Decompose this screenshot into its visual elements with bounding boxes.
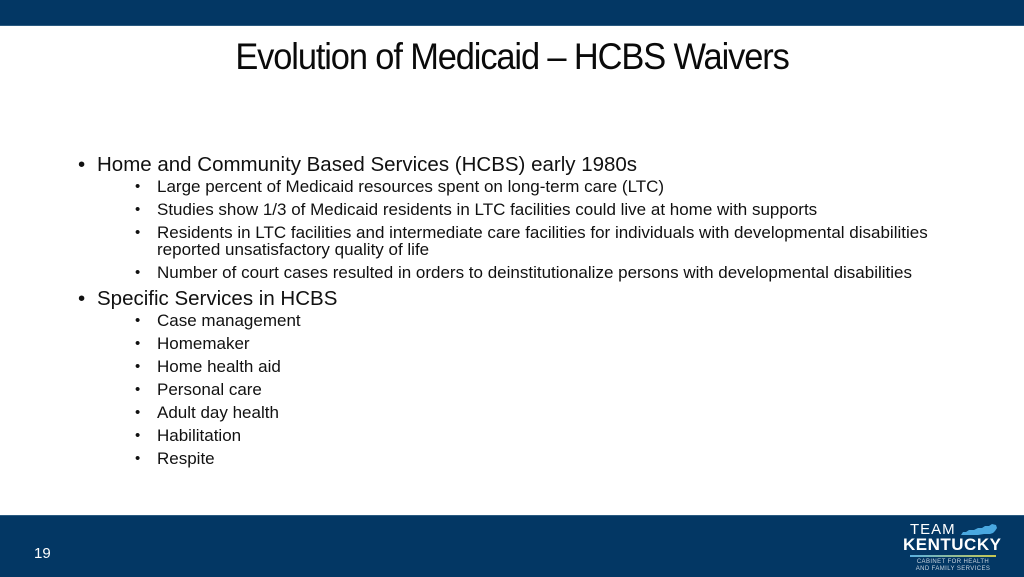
bullet-icon: • — [135, 201, 141, 218]
bullet-icon: • — [135, 264, 141, 281]
bullet-icon: • — [135, 312, 141, 329]
list-item: • Personal care — [135, 380, 262, 399]
bullet-icon: • — [135, 335, 141, 352]
section-heading: Home and Community Based Services (HCBS) early 1980s — [97, 153, 638, 176]
page-number: 19 — [34, 545, 51, 562]
bullet-icon: • — [78, 287, 86, 310]
list-item: • Home health aid — [135, 357, 281, 376]
section-heading: Specific Services in HCBS — [97, 287, 338, 310]
footer-bar — [0, 515, 1024, 577]
slide-content — [76, 153, 976, 473]
bullet-icon: • — [135, 381, 141, 398]
bullet-icon: • — [135, 427, 141, 444]
bullet-icon: • — [135, 224, 141, 241]
slide-title: Evolution of Medicaid – HCBS Waivers — [235, 36, 789, 77]
sub-bullet-list — [97, 178, 976, 281]
bullet-icon: • — [135, 450, 141, 467]
list-item: • Homemaker — [135, 334, 250, 353]
section-hcbs-history — [76, 153, 976, 281]
bullet-icon: • — [135, 404, 141, 421]
team-kentucky-logo — [898, 521, 1008, 575]
list-item: • Studies show 1/3 of Medicaid residents in LTC facilities could live at home with supports — [135, 200, 818, 219]
bullet-icon: • — [135, 358, 141, 375]
logo-subtitle-line2: AND FAMILY SERVICES — [915, 566, 991, 572]
list-item: • Respite — [135, 449, 215, 468]
list-item: • Large percent of Medicaid resources spent on long-term care (LTC) — [135, 177, 665, 196]
bullet-icon: • — [78, 153, 86, 176]
logo-divider — [910, 555, 996, 557]
logo-kentucky-text: KENTUCKY — [903, 535, 1002, 554]
header-bar — [0, 0, 1024, 26]
list-item: • Adult day health — [135, 403, 279, 422]
list-item: • Number of court cases resulted in orders to deinstitutionalize persons with developmental disabilities — [135, 263, 912, 282]
list-item: • Habilitation — [135, 426, 242, 445]
list-item: • Case management — [135, 311, 301, 330]
logo-team-text: TEAM — [910, 521, 956, 538]
bullet-icon: • — [135, 178, 141, 195]
logo-subtitle-line1: CABINET FOR HEALTH — [916, 559, 990, 565]
sub-bullet-list — [97, 312, 976, 467]
section-specific-services — [76, 287, 976, 467]
list-item: • Residents in LTC facilities and intermediate care facilities for individuals with developmental disabilities reported unsatisfactory quality of life — [135, 223, 928, 259]
bullet-list — [76, 153, 976, 467]
